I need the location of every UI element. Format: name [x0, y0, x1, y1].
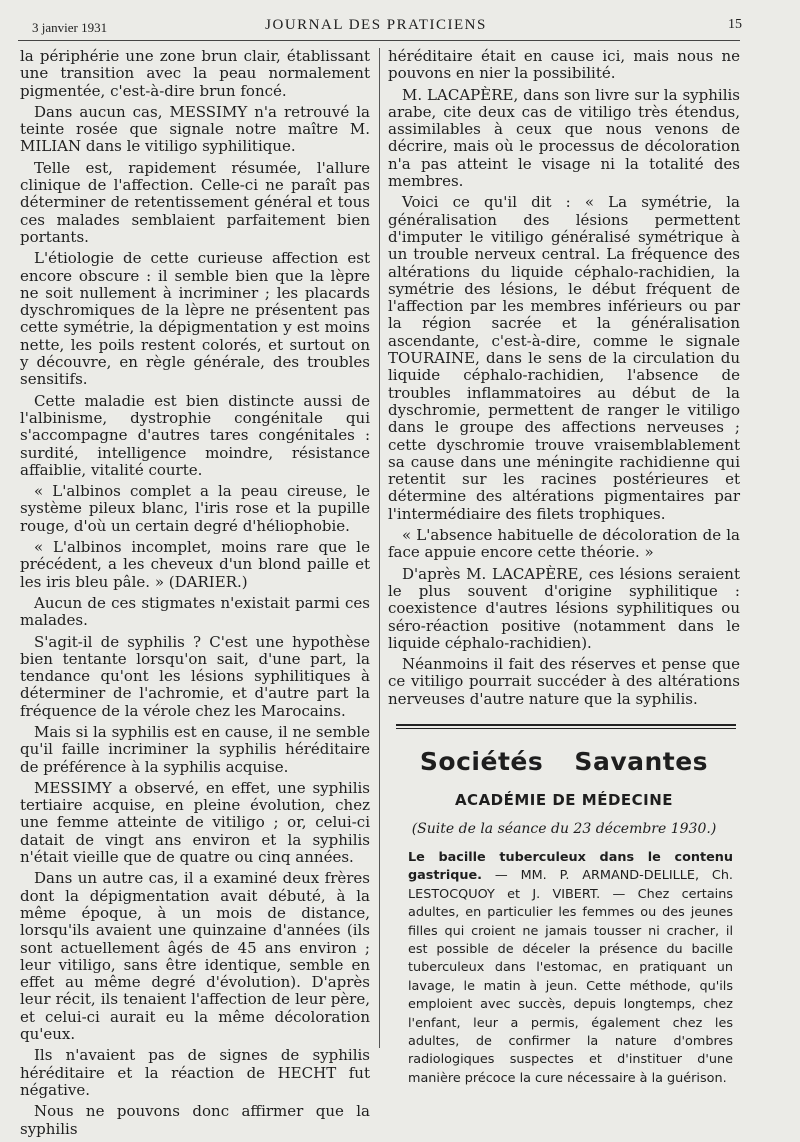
header-rule: [18, 40, 740, 41]
paragraph: L'étiologie de cette curieuse affection est encore obscure : il semble bien que la lèpre ne soit nullement à incriminer ; les placards dyschromiques de la lèpre ne présentent pas cette symétrie, la dépigmentation y est moins nette, les poils restent colorés, et surtout on y découvre, en règle générale, des troubles sensitifs.: [20, 249, 370, 389]
paragraph: Dans un autre cas, il a examiné deux frères dont la dépigmentation avait débuté, à la même époque, à un mois de distance, lorsqu'ils avaient une quinzaine d'années (ils sont actuellement âgés de 45 ans environ ; leur vitiligo, sans être identique, semble en effet au même degré d'évolution). D'après leur récit, ils tenaient l'affection de leur père, et celui-ci aurait eu la même décoloration qu'eux.: [20, 869, 370, 1044]
paragraph: S'agit-il de syphilis ? C'est une hypothèse bien tentante lorsqu'on sait, d'une part, la tendance qu'ont les lésions syphilitiques à déterminer de l'achromie, et d'autre part la fréquence de la vérole chez les Marocains.: [20, 632, 370, 720]
section-title: Sociétés Savantes: [419, 746, 709, 776]
paragraph: « L'absence habituelle de décoloration de la face appuie encore cette théorie. »: [388, 526, 740, 562]
paragraph: Voici ce qu'il dit : « La symétrie, la généralisation des lésions permettent d'imputer le vitiligo généralisé symétrique à un trouble nerveux central. La fréquence des altérations du liquide céphalo-rachidien, la symétrie des lésions, le début fréquent de l'affection par les membres inférieurs ou par la région sacrée et la généralisation ascendante, c'est-à-dire, comme le signale TOURAINE, dans le sens de la circulation du liquide céphalo-rachidien, l'absence de troubles inflammatoires au début de la dyschromie, permettent de ranger le vitiligo dans le groupe des affections nerveuses ; cette dyschromie trouve vraisemblablement sa cause dans une méningite rachidienne qui retentit sur les racines postérieures et détermine des altérations pigmentaires par l'intermédiaire des filets trophiques.: [388, 193, 740, 523]
article-lead: Le bacille tuberculeux dans le contenu gastrique.: [408, 849, 733, 884]
paragraph: Néanmoins il fait des réserves et pense que ce vitiligo pourrait succéder à des altérations nerveuses d'autre nature que la syphilis.: [388, 655, 740, 708]
right-column: [388, 48, 740, 1088]
article-body: — MM. P. ARMAND-DELILLE, Ch. LESTOCQUOY et J. VIBERT. — Chez certains adultes, en particulier les femmes ou des jeunes filles qui croient ne jamais tousser ni cracher, il est possible de déceler la présence du bacille tuberculeux dans l'estomac, en pratiquant un lavage, le matin à jeun. Cette méthode, qu'ils emploient avec succès, depuis longtemps, chez l'enfant, leur a permis, également chez les adultes, de confirmer la nature d'ombres radiologiques suspectes et d'instituer d'une manière précoce la cure nécessaire à la guérison.: [408, 868, 733, 1086]
paragraph: Nous ne pouvons donc affirmer que la syphilis: [20, 1102, 370, 1138]
section-rule: [396, 724, 736, 729]
paragraph: Cette maladie est bien distincte aussi de l'albinisme, dystrophie congénitale qui s'accompagne d'autres tares congénitales : surdité, intelligence moindre, résistance affaiblie, vitalité courte.: [20, 391, 370, 479]
left-column: [20, 48, 370, 1142]
page-header: [20, 14, 742, 38]
paragraph: Mais si la syphilis est en cause, il ne semble qu'il faille incriminer la syphilis héréditaire de préférence à la syphilis acquise.: [20, 722, 370, 776]
academy-heading: ACADÉMIE DE MÉDECINE: [454, 790, 674, 809]
paragraph: la périphérie une zone brun clair, établissant une transition avec la peau normalement pigmentée, c'est-à-dire brun foncé.: [20, 47, 370, 100]
paragraph: M. LACAPÈRE, dans son livre sur la syphilis arabe, cite deux cas de vitiligo très étendus, assimilables à ceux que nous venons de décrire, mais où le processus de décoloration n'a pas atteint le visage ni la totalité des membres.: [388, 85, 740, 191]
paragraph: Ils n'avaient pas de signes de syphilis héréditaire et la réaction de HECHT fut négative.: [20, 1046, 370, 1099]
journal-title: JOURNAL DES PRATICIENS: [265, 17, 487, 33]
paragraph: Telle est, rapidement résumée, l'allure clinique de l'affection. Celle-ci ne paraît pas déterminer de retentissement général et tous ces malades semblaient parfaitement bien portants.: [20, 158, 370, 246]
right-column-text: [388, 48, 740, 708]
page-number: 15: [728, 17, 742, 32]
article-paragraph: [408, 849, 733, 1088]
paragraph: « L'albinos incomplet, moins rare que le précédent, a les cheveux d'un blond paille et les iris bleu pâle. » (DARIER.): [20, 538, 370, 591]
paragraph: Dans aucun cas, MESSIMY n'a retrouvé la teinte rosée que signale notre maître M. MILIAN dans le vitiligo syphilitique.: [20, 102, 370, 156]
paragraph: Aucun de ces stigmates n'existait parmi ces malades.: [20, 593, 370, 630]
paragraph: « L'albinos complet a la peau cireuse, le système pileux blanc, l'iris rose et la pupille rouge, d'où un certain degré d'héliophobie.: [20, 482, 370, 535]
issue-date: 3 janvier 1931: [32, 20, 108, 35]
paragraph: héréditaire était en cause ici, mais nous ne pouvons en nier la possibilité.: [388, 47, 740, 83]
column-divider: [379, 48, 380, 1048]
paragraph: MESSIMY a observé, en effet, une syphilis tertiaire acquise, en pleine évolution, chez une femme atteinte de vitiligo ; or, celui-ci datait de vingt ans environ et la syphilis n'était vieille que de quatre ou cinq années.: [20, 778, 370, 867]
session-note: (Suite de la séance du 23 décembre 1930.): [411, 820, 717, 837]
paragraph: D'après M. LACAPÈRE, ces lésions seraient le plus souvent d'origine syphilitique : coexistence d'autres lésions syphilitiques ou séro-réaction positive (notamment dans le liquide céphalo-rachidien).: [388, 564, 740, 652]
